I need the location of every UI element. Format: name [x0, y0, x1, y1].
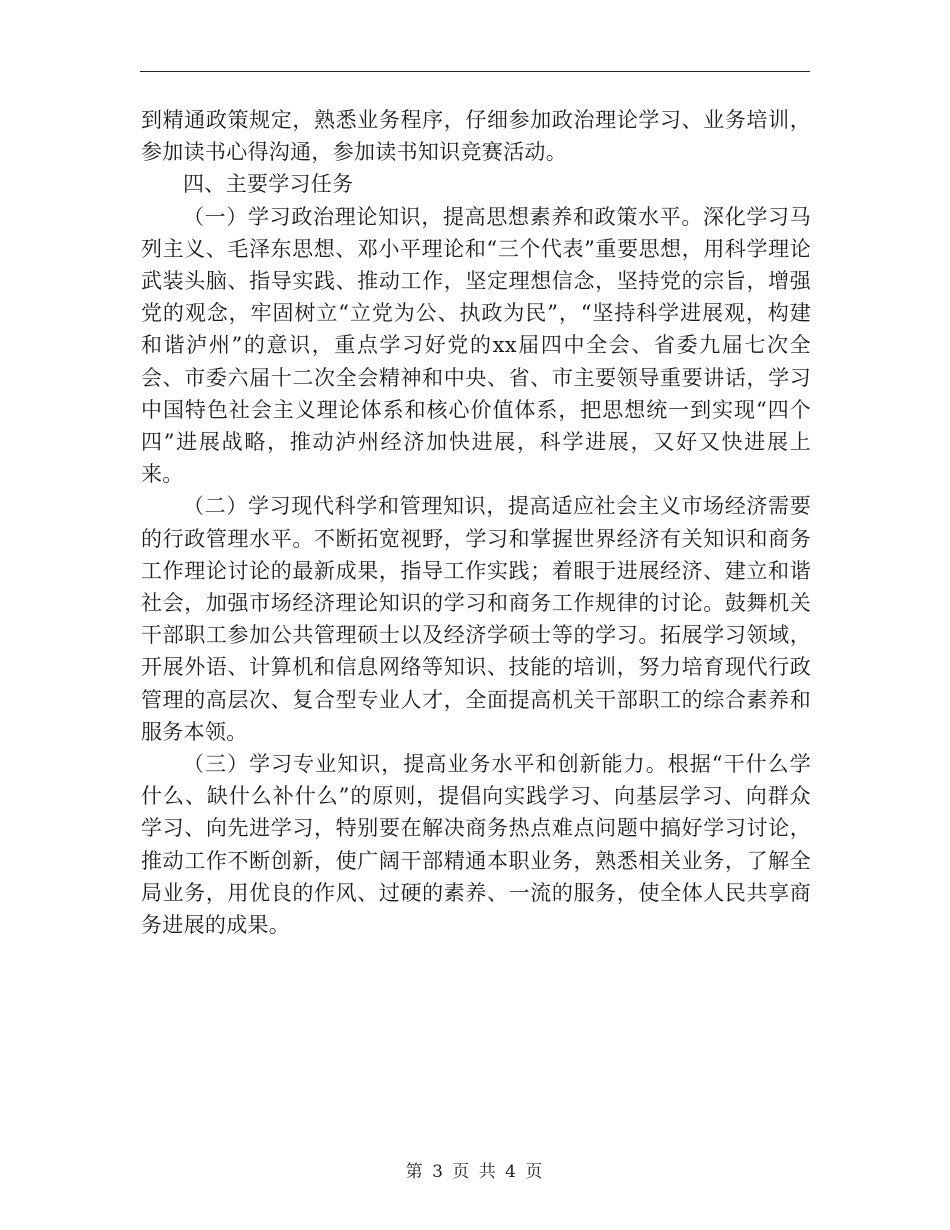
page-number-footer: 第 3 页 共 4 页 — [405, 1162, 545, 1182]
paragraph-political-theory: （一）学习政治理论知识，提高思想素养和政策水平。深化学习马列主义、毛泽东思想、邓小平理论和“三个代表”重要思想，用科学理论武装头脑、指导实践、推动工作，坚定理想信念，坚持党的宗旨，增强党的观念，牢固树立“立党为公、执政为民”，“坚持科学进展观，构建和谐泸州”的意识，重点学习好党的xx届四中全会、省委九届七次全会、市委六届十二次全会精神和中央、省、市主要领导重要讲话，学习中国特色社会主义理论体系和核心价值体系，把思想统一到实现“四个四”进展战略，推动泸州经济加快进展，科学进展，又好又快进展上来。 — [141, 204, 811, 487]
paragraph-professional-knowledge: （三）学习专业知识，提高业务水平和创新能力。根据“干什么学什么、缺什么补什么”的原则，提倡向实践学习、向基层学习、向群众学习、向先进学习，特别要在解决商务热点难点问题中搞好学习讨论，推动工作不断创新，使广阔干部精通本职业务，熟悉相关业务，了解全局业务，用优良的作风、过硬的素养、一流的服务，使全体人民共享商务进展的成果。 — [141, 752, 811, 938]
document-body — [141, 104, 811, 941]
paragraph-modern-science-management: （二）学习现代科学和管理知识，提高适应社会主义市场经济需要的行政管理水平。不断拓宽视野，学习和掌握世界经济有关知识和商务工作理论讨论的最新成果，指导工作实践；着眼于进展经济、建立和谐社会，加强市场经济理论知识的学习和商务工作规律的讨论。鼓舞机关干部职工参加公共管理硕士以及经济学硕士等的学习。拓展学习领域，开展外语、计算机和信息网络等知识、技能的培训，努力培育现代行政管理的高层次、复合型专业人才，全面提高机关干部职工的综合素养和服务本领。 — [141, 494, 811, 744]
header-rule — [140, 71, 810, 72]
section-heading-main-tasks: 四、主要学习任务 — [183, 172, 354, 197]
paragraph-continuation: 到精通政策规定，熟悉业务程序，仔细参加政治理论学习、业务培训，参加读书心得沟通，参加读书知识竞赛活动。 — [141, 108, 811, 165]
